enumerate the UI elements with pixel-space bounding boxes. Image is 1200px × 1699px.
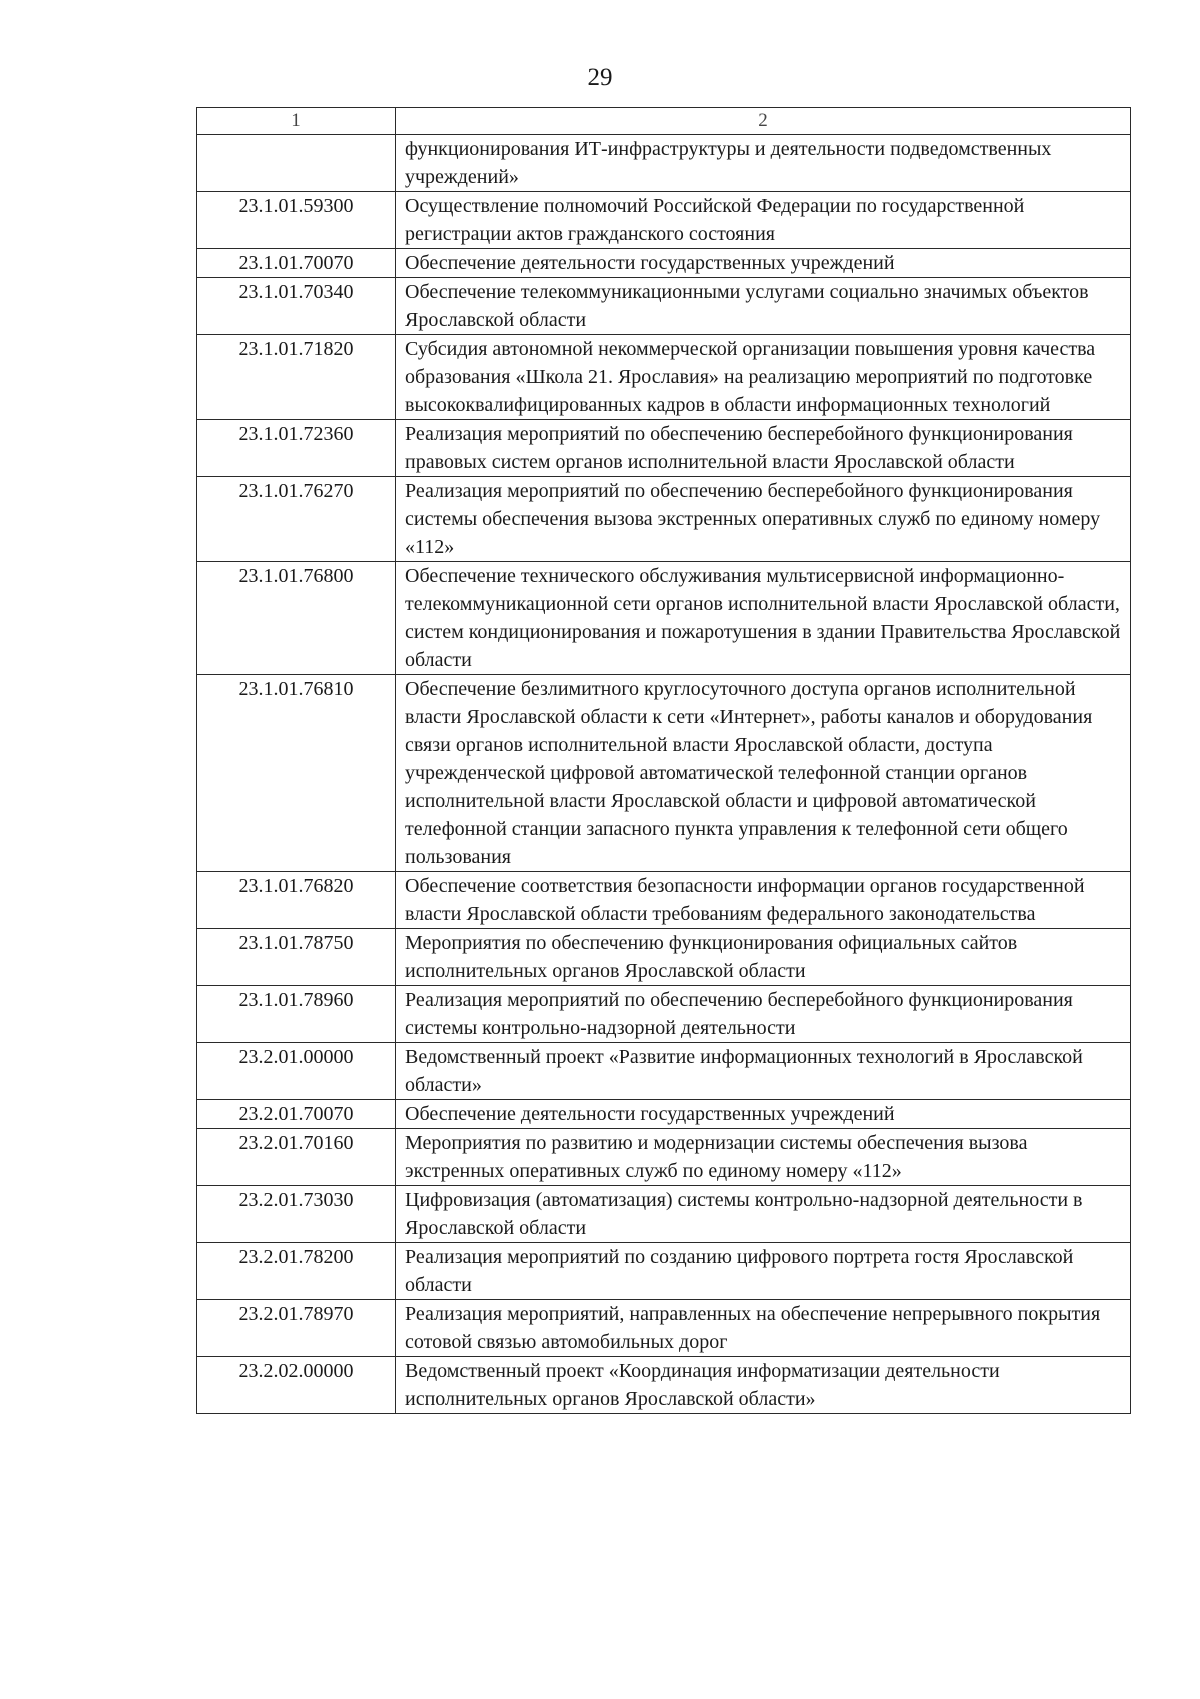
- row-code: [197, 135, 396, 192]
- table-row: [197, 477, 1131, 562]
- table-row: [197, 675, 1131, 872]
- row-description: Мероприятия по развитию и модернизации системы обеспечения вызова экстренных оперативных служб по единому номеру «112»: [396, 1129, 1131, 1186]
- row-description: Обеспечение деятельности государственных учреждений: [396, 249, 1131, 278]
- row-code: 23.1.01.76800: [197, 562, 396, 675]
- row-code: 23.2.01.00000: [197, 1043, 396, 1100]
- table-row: [197, 1129, 1131, 1186]
- row-code: 23.1.01.78960: [197, 986, 396, 1043]
- row-code: 23.1.01.76270: [197, 477, 396, 562]
- table-row: [197, 420, 1131, 477]
- table-row: [197, 1357, 1131, 1414]
- row-code: 23.1.01.78750: [197, 929, 396, 986]
- row-code: 23.2.02.00000: [197, 1357, 396, 1414]
- table-row: [197, 1300, 1131, 1357]
- row-description: Ведомственный проект «Развитие информационных технологий в Ярославской области»: [396, 1043, 1131, 1100]
- row-description: Мероприятия по обеспечению функционирования официальных сайтов исполнительных органов Ярославской области: [396, 929, 1131, 986]
- row-code: 23.1.01.76810: [197, 675, 396, 872]
- table-row: [197, 1186, 1131, 1243]
- row-description: Реализация мероприятий по созданию цифрового портрета гостя Ярославской области: [396, 1243, 1131, 1300]
- table-row: [197, 1043, 1131, 1100]
- row-description: Ведомственный проект «Координация информатизации деятельности исполнительных органов Ярославской области»: [396, 1357, 1131, 1414]
- table-row: [197, 986, 1131, 1043]
- row-code: 23.1.01.76820: [197, 872, 396, 929]
- row-description: Цифровизация (автоматизация) системы контрольно-надзорной деятельности в Ярославской области: [396, 1186, 1131, 1243]
- row-code: 23.1.01.70340: [197, 278, 396, 335]
- table-row: [197, 335, 1131, 420]
- row-code: 23.2.01.78200: [197, 1243, 396, 1300]
- table-row: [197, 872, 1131, 929]
- row-code: 23.1.01.72360: [197, 420, 396, 477]
- row-code: 23.2.01.78970: [197, 1300, 396, 1357]
- page-number: 29: [587, 64, 613, 91]
- column-header-2: 2: [396, 108, 1131, 135]
- row-code: 23.2.01.73030: [197, 1186, 396, 1243]
- table-row: [197, 1243, 1131, 1300]
- table-row: [197, 562, 1131, 675]
- table-row: [197, 135, 1131, 192]
- row-description: Обеспечение соответствия безопасности информации органов государственной власти Ярославской области требованиям федерального законодательства: [396, 872, 1131, 929]
- row-description: функционирования ИТ-инфраструктуры и деятельности подведомственных учреждений»: [396, 135, 1131, 192]
- row-description: Реализация мероприятий по обеспечению бесперебойного функционирования системы контрольно-надзорной деятельности: [396, 986, 1131, 1043]
- table-row: [197, 192, 1131, 249]
- row-description: Реализация мероприятий по обеспечению бесперебойного функционирования системы обеспечения вызова экстренных оперативных служб по единому номеру «112»: [396, 477, 1131, 562]
- row-code: 23.2.01.70160: [197, 1129, 396, 1186]
- row-description: Реализация мероприятий, направленных на обеспечение непрерывного покрытия сотовой связью автомобильных дорог: [396, 1300, 1131, 1357]
- table-row: [197, 1100, 1131, 1129]
- table-row: [197, 278, 1131, 335]
- budget-codes-table: [196, 107, 1131, 1414]
- row-code: 23.1.01.71820: [197, 335, 396, 420]
- row-description: Обеспечение деятельности государственных учреждений: [396, 1100, 1131, 1129]
- row-description: Обеспечение телекоммуникационными услугами социально значимых объектов Ярославской области: [396, 278, 1131, 335]
- table-row: [197, 249, 1131, 278]
- row-description: Обеспечение технического обслуживания мультисервисной информационно-телекоммуникационной сети органов исполнительной власти Ярославской области, систем кондиционирования и пожаротушения в здании Правительства Ярославской области: [396, 562, 1131, 675]
- row-code: 23.2.01.70070: [197, 1100, 396, 1129]
- table-row: [197, 929, 1131, 986]
- row-description: Субсидия автономной некоммерческой организации повышения уровня качества образования «Школа 21. Ярославия» на реализацию мероприятий по подготовке высококвалифицированных кадров в области информационных технологий: [396, 335, 1131, 420]
- row-description: Осуществление полномочий Российской Федерации по государственной регистрации актов гражданского состояния: [396, 192, 1131, 249]
- column-header-1: 1: [197, 108, 396, 135]
- row-code: 23.1.01.70070: [197, 249, 396, 278]
- row-description: Реализация мероприятий по обеспечению бесперебойного функционирования правовых систем органов исполнительной власти Ярославской области: [396, 420, 1131, 477]
- row-description: Обеспечение безлимитного круглосуточного доступа органов исполнительной власти Ярославской области к сети «Интернет», работы каналов и оборудования связи органов исполнительной власти Ярославской области, доступа учрежденческой цифровой автоматической телефонной станции органов исполнительной власти Ярославской области и цифровой автоматической телефонной станции запасного пункта управления к телефонной сети общего пользования: [396, 675, 1131, 872]
- row-code: 23.1.01.59300: [197, 192, 396, 249]
- table-header-row: [197, 108, 1131, 135]
